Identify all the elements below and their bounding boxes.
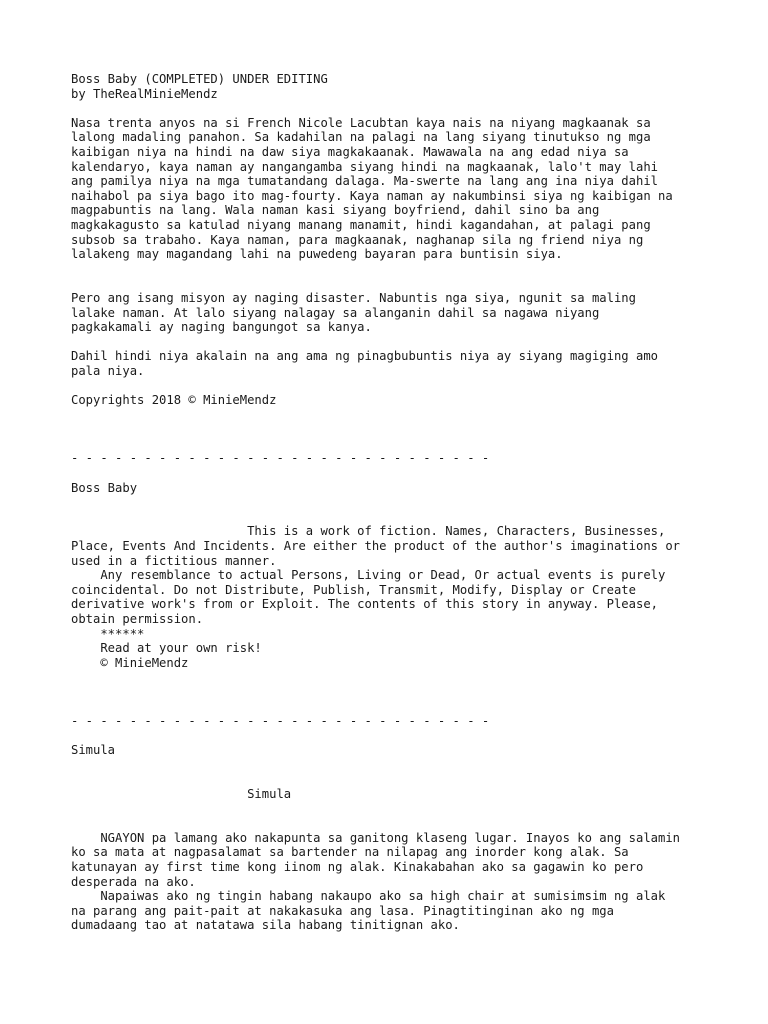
blank-line bbox=[71, 495, 711, 510]
text-line: This is a work of fiction. Names, Characters, Businesses, bbox=[71, 524, 666, 539]
text-line: kalendaryo, kaya naman ay nangangamba siyang hindi na magkaanak, lalo't may lahi bbox=[71, 159, 658, 174]
text-line: ko sa mata at nagpasalamat sa bartender na nilapag ang inorder kong alak. Sa bbox=[71, 845, 629, 860]
blank-line bbox=[71, 276, 711, 291]
text-line: Place, Events And Incidents. Are either the product of the author's imaginations or bbox=[71, 539, 681, 553]
text-line: Nasa trenta anyos na si French Nicole Lacubtan kaya nais na niyang magkaanak sa bbox=[71, 115, 651, 130]
text-line: Napaiwas ako ng tingin habang nakaupo ako sa high chair at sumisimsim ng alak bbox=[71, 889, 666, 904]
text-line: naihabol pa siya bago ito mag-fourty. Kaya naman ay nakumbinsi siya ng kaibigan na bbox=[71, 188, 673, 203]
text-line: Dahil hindi niya akalain na ang ama ng pinagbubuntis niya ay siyang magiging amo bbox=[71, 349, 658, 364]
text-line: Pero ang isang misyon ay naging disaster. Nabuntis nga siya, ngunit sa maling bbox=[71, 290, 636, 305]
text-line: subsob sa trabaho. Kaya naman, para magkaanak, naghanap sila ng friend niya ng bbox=[71, 232, 644, 247]
blank-line bbox=[71, 685, 711, 700]
text-line: Read at your own risk! bbox=[71, 641, 262, 656]
document-page bbox=[71, 72, 711, 933]
blank-line bbox=[71, 422, 711, 437]
blank-line bbox=[71, 670, 711, 685]
blank-line bbox=[71, 816, 711, 831]
text-line: © MinieMendz bbox=[71, 655, 189, 670]
blank-line bbox=[71, 729, 711, 744]
blank-line bbox=[71, 262, 711, 277]
text-line: used in a fictitious manner. bbox=[71, 553, 277, 568]
blank-line bbox=[71, 758, 711, 773]
text-line: kaibigan niya na hindi na daw siya magkakaanak. Mawawala na ang edad niya sa bbox=[71, 144, 629, 159]
text-line: dumadaang tao at natatawa sila habang tinitignan ako. bbox=[71, 918, 460, 933]
text-line: coincidental. Do not Distribute, Publish, Transmit, Modify, Display or Create bbox=[71, 582, 636, 597]
blank-line bbox=[71, 335, 711, 350]
blank-line bbox=[71, 378, 711, 393]
text-line: Any resemblance to actual Persons, Living or Dead, Or actual events is purely bbox=[71, 568, 666, 583]
text-line: - - - - - - - - - - - - - - - - - - - - - - - - - - - - - bbox=[71, 714, 490, 729]
text-line: magkakagusto sa katulad niyang manang manamit, hindi kagandahan, at palagi pang bbox=[71, 217, 651, 232]
text-line: Boss Baby bbox=[71, 480, 138, 495]
text-line: Copyrights 2018 © MinieMendz bbox=[71, 393, 277, 408]
text-line: lalong madaling panahon. Sa kadahilan na palagi na lang siyang tinutukso ng mga bbox=[71, 130, 651, 145]
text-line: by TheRealMinieMendz bbox=[71, 86, 218, 101]
text-line: katunayan ay first time kong iinom ng alak. Kinakabahan ako sa gagawin ko pero bbox=[71, 860, 644, 875]
text-line: - - - - - - - - - - - - - - - - - - - - - - - - - - - - - bbox=[71, 451, 490, 466]
text-line: ****** bbox=[71, 626, 145, 641]
text-line: ang pamilya niya na mga tumatandang dalaga. Ma-swerte na lang ang ina niya dahil bbox=[71, 174, 658, 189]
text-line: Simula bbox=[71, 743, 116, 758]
text-line: lalakeng may magandang lahi na puwedeng bayaran para buntisin siya. bbox=[71, 247, 563, 262]
blank-line bbox=[71, 700, 711, 715]
text-line: desperada na ako. bbox=[71, 874, 196, 889]
text-line: Simula bbox=[71, 787, 292, 802]
blank-line bbox=[71, 802, 711, 817]
blank-line bbox=[71, 437, 711, 452]
blank-line bbox=[71, 510, 711, 525]
text-line: Boss Baby (COMPLETED) UNDER EDITING bbox=[71, 72, 328, 86]
text-line: lalake naman. At lalo siyang nalagay sa alanganin dahil sa nagawa niyang bbox=[71, 305, 600, 320]
text-line: NGAYON pa lamang ako nakapunta sa ganitong klaseng lugar. Inayos ko ang salamin bbox=[71, 830, 681, 845]
blank-line bbox=[71, 466, 711, 481]
blank-line bbox=[71, 408, 711, 423]
text-line: pagkakamali ay naging bangungot sa kanya. bbox=[71, 320, 372, 335]
text-line: derivative work's from or Exploit. The contents of this story in anyway. Please, bbox=[71, 597, 658, 612]
text-line: pala niya. bbox=[71, 363, 145, 378]
text-line: obtain permission. bbox=[71, 611, 204, 626]
blank-line bbox=[71, 773, 711, 788]
text-line: na parang ang pait-pait at nakakasuka ang lasa. Pinagtitinginan ako ng mga bbox=[71, 903, 614, 918]
text-line: magpabuntis na lang. Wala naman kasi siyang boyfriend, dahil sino ba ang bbox=[71, 203, 600, 218]
blank-line bbox=[71, 101, 711, 116]
